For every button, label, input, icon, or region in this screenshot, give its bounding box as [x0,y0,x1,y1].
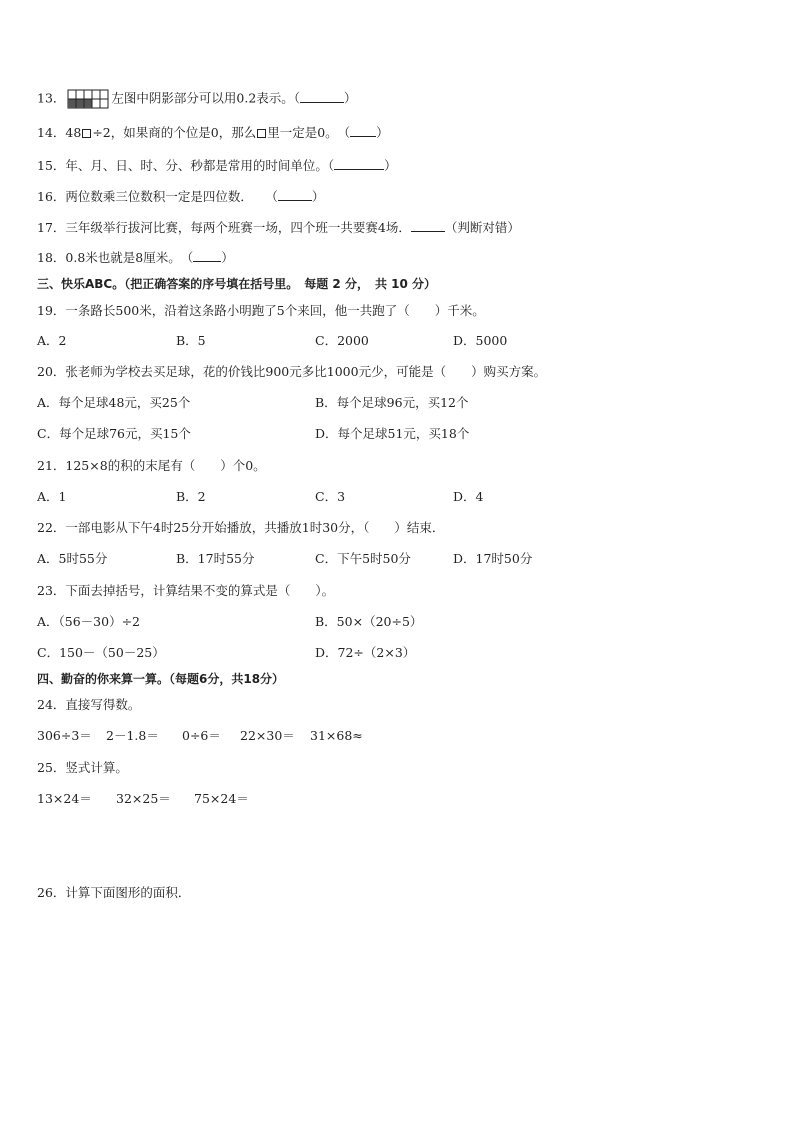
q19-option-b[interactable]: B．5 [176,333,206,348]
q22-option-b[interactable]: B．17时55分 [176,551,255,566]
answer-blank-13[interactable] [300,90,344,103]
q24-item: 22×30＝ [240,728,295,743]
q20-option-d[interactable]: D．每个足球51元，买18个 [315,426,470,441]
question-15: 15．年、月、日、时、分、秒都是常用的时间单位。（ ） [37,158,397,173]
q23-option-d[interactable]: D．72÷（2×3） [315,645,416,660]
q21-option-a[interactable]: A．1 [37,489,67,504]
shaded-grid-icon [67,89,109,109]
answer-blank-15[interactable] [334,157,384,170]
q22-option-d[interactable]: D．17时50分 [453,551,533,566]
answer-blank-14[interactable] [350,124,376,137]
q20-option-b[interactable]: B．每个足球96元，买12个 [315,395,469,410]
q25-item: 13×24＝ [37,791,92,806]
question-13-text: 左图中阴影部分可以用0.2表示。（ [111,90,301,106]
question-19: 19．一条路长500米，沿着这条路小明跑了5个来回，他一共跑了（ ）千米。 [37,303,485,318]
q25-item: 32×25＝ [116,791,171,806]
q24-item: 0÷6＝ [182,728,221,743]
question-13-number: 13． [37,90,66,106]
q23-option-a[interactable]: A．（56－30）÷2 [37,614,141,629]
box-placeholder-icon [257,129,266,138]
q19-option-a[interactable]: A．2 [37,333,67,348]
q21-option-c[interactable]: C．3 [315,489,346,504]
q24-item: 2－1.8＝ [106,728,159,743]
section-3-heading: 三、快乐ABC。（把正确答案的序号填在括号里。 每题 2 分， 共 10 分） [37,277,437,291]
q22-option-a[interactable]: A．5时55分 [37,551,108,566]
q24-item: 31×68≈ [310,728,363,743]
question-18: 18．0.8米也就是8厘米。 （ ） [37,250,234,265]
question-21: 21．125×8的积的末尾有（ ）个0。 [37,458,266,473]
answer-blank-17[interactable] [411,219,445,232]
question-17: 17．三年级举行拔河比赛，每两个班赛一场，四个班一共要赛4场． （判断对错） [37,220,520,235]
q23-option-b[interactable]: B．50×（20÷5） [315,614,423,629]
question-26: 26．计算下面图形的面积． [37,885,191,900]
question-14: 14．48 ÷2，如果商的个位是0，那么 里一定是0。 （ ） [37,125,389,140]
question-25: 25．竖式计算。 [37,760,128,775]
q20-option-a[interactable]: A．每个足球48元，买25个 [37,395,191,410]
q19-option-d[interactable]: D．5000 [453,333,508,348]
section-4-heading: 四、勤奋的你来算一算。（每题6分，共18分） [37,672,285,686]
question-20: 20．张老师为学校去买足球，花的价钱比900元多比1000元少，可能是（ ）购买方案。 [37,364,547,379]
q25-item: 75×24＝ [194,791,249,806]
q24-item: 306÷3＝ [37,728,92,743]
question-23: 23．下面去掉括号，计算结果不变的算式是（ ）。 [37,583,335,598]
q20-option-c[interactable]: C．每个足球76元，买15个 [37,426,191,441]
q21-option-b[interactable]: B．2 [176,489,206,504]
q22-option-c[interactable]: C．下午5时50分 [315,551,411,566]
question-13: 13． 左图中阴影部分可以用0.2表示。（ ） [37,89,357,109]
answer-blank-16[interactable] [278,188,312,201]
q23-option-c[interactable]: C．150－（50－25） [37,645,165,660]
q21-option-d[interactable]: D．4 [453,489,484,504]
box-placeholder-icon [82,129,91,138]
q19-option-c[interactable]: C．2000 [315,333,369,348]
question-16: 16．两位数乘三位数积一定是四位数． （ ） [37,189,325,204]
question-24: 24．直接写得数。 [37,697,141,712]
answer-blank-18[interactable] [193,249,221,262]
question-22: 22．一部电影从下午4时25分开始播放，共播放1时30分，（ ）结束． [37,520,445,535]
